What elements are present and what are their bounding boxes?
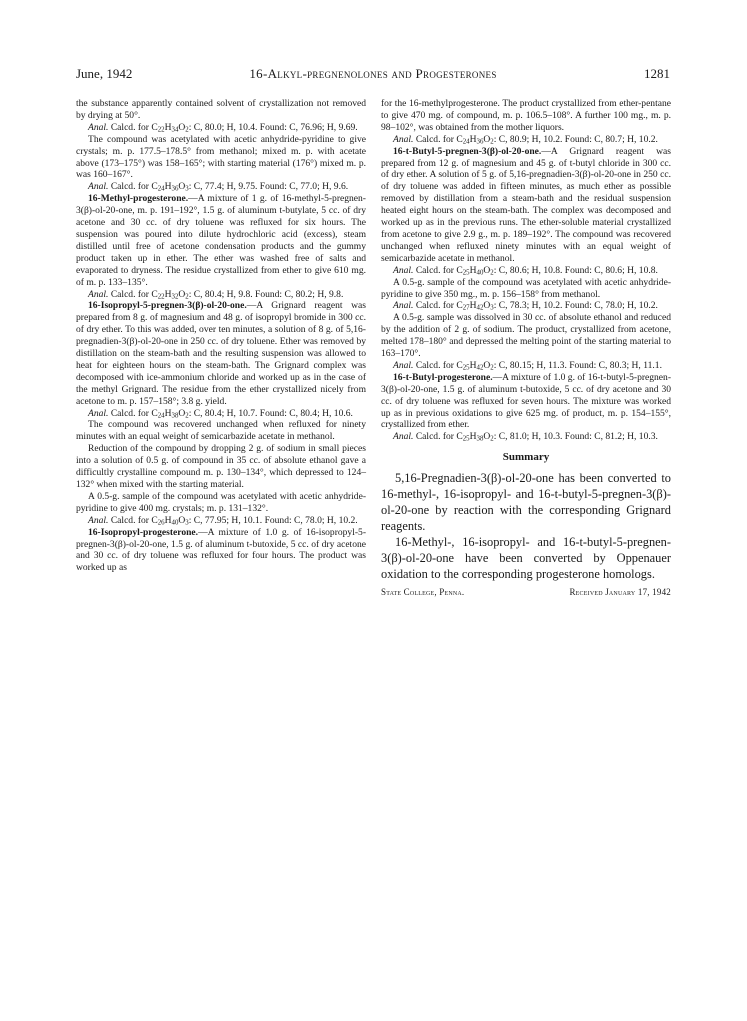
analysis-line [381,431,671,443]
summary-paragraph: 5,16-Pregnadien-3(β)-ol-20-one has been converted to 16-methyl-, 16-isopropyl- and 16-t-butyl-5-pregnen-3(β)-ol-20-one by reaction with the corresponding Grignard reagents. [381,471,671,534]
section-heading: 16-Methyl-progesterone. [88,193,189,205]
analysis-line [381,300,671,312]
summary-paragraph: 16-Methyl-, 16-isopropyl- and 16-t-butyl-5-pregnen-3(β)-ol-20-one have been converted by Oppenauer oxidation to the corresponding progesterone homologs. [381,535,671,582]
section-heading: 16-t-Butyl-5-pregnen-3(β)-ol-20-one. [393,145,542,157]
section-paragraph [76,527,366,575]
sig-place: State College, Penna. [381,587,465,598]
anal-text: Calcd. for $C_{26}H_{40}O_3$: C, 77.95; H, 10.1. Found: C, 78.0; H, 10.2. [110,514,358,527]
anal-label: Anal. [88,407,109,419]
anal-text: Calcd. for $C_{24}H_{38}O_2$: C, 80.4; H, 10.7. Found: C, 80.4; H, 10.6. [110,407,353,420]
section-text: —A Grignard reagent was prepared from 8 g. of magnesium and 48 g. of isopropyl bromide in 300 cc. of dry ether. To this was added, over ten minutes, a solution of 8 g. of 5,16-pregnadien-3(β)-ol-20-one in 250 cc. of dry toluene. Ether was removed by distillation on the steam-bath and the resulting suspension was allowed to heat for eighteen hours on the steam-bath. The Grignard complex was decomposed with ice-ammonium chloride and worked up as in the case of the methyl Grignard. The residue from the ether crystallized nicely from acetone to m. p. 157–158°; 3.8 g. yield. [76,300,366,407]
anal-label: Anal. [393,359,414,371]
paragraph: Reduction of the compound by dropping 2 g. of sodium in small pieces into a solution of 0.5 g. of compound in 35 cc. of absolute ethanol gave a difficultly crystalline compound m. p. 130–134°, which depressed to 124–132° when mixed with the starting material. [76,443,366,490]
analysis-line [76,408,366,420]
section-text: —A mixture of 1 g. of 16-methyl-5-pregnen-3(β)-ol-20-one, m. p. 191–192°, 1.5 g. of aluminum t-butylate, 5 cc. of dry acetone and 30 cc. of dry toluene was refluxed for six hours. The suspension was poured into dilute hydrochloric acid (excess), steam distilled until free of acetone condensation products and the gummy product taken up in ether. The ether was washed free of salts and evaporated to dryness. The residue crystallized from ether to give 610 mg. of m. p. 133–135°. [76,193,366,288]
anal-label: Anal. [88,181,109,193]
page-number: 1281 [644,66,670,81]
anal-label: Anal. [393,431,414,443]
right-column [381,98,671,599]
section-heading: 16-Isopropyl-progesterone. [88,526,199,538]
anal-text: Calcd. for $C_{27}H_{42}O_3$: C, 78.3; H, 10.2. Found: C, 78.0; H, 10.2. [415,300,658,313]
paragraph: A 0.5-g. sample of the compound was acetylated with acetic anhydride-pyridine to give 350 mg., m. p. 156–158° from methanol. [381,276,671,300]
anal-label: Anal. [88,514,109,526]
header-date: June, 1942 [76,66,133,81]
section-heading: 16-t-Butyl-progesterone. [393,371,493,383]
anal-label: Anal. [393,300,414,312]
paragraph: the substance apparently contained solvent of crystallization not removed by drying at 50°. [76,98,366,121]
paragraph: A 0.5-g. sample was dissolved in 30 cc. of absolute ethanol and reduced by the addition of 2 g. of sodium. The product, crystallized from acetone, melted 178–180° and depressed the melting point of the starting material to 163–170°. [381,312,671,360]
section-text: —A mixture of 1.0 g. of 16-isopropyl-5-pregnen-3(β)-ol-20-one, 1.5 g. of aluminum t-butoxide, 5 cc. of dry acetone and 30 cc. of dry toluene was refluxed for four hours. The product was worked up as [76,526,366,574]
header-title: 16-Alkyl-pregnenolones and Progesterones [249,66,497,81]
anal-text: Calcd. for $C_{25}H_{38}O_2$: C, 81.0; H, 10.3. Found: C, 81.2; H, 10.3. [415,431,658,444]
section-text: —A Grignard reagent was prepared from 12 g. of magnesium and 45 g. of t-butyl chloride in 300 cc. of dry ether. A solution of 5 g. of 5,16-pregnadien-3(β)-ol-20-one in 250 cc. of dry toluene was added in fifteen minutes, as much ether as possible removed by distillation from a steam-bath and the residual suspension heated eight hours on the steam-bath. The complex was decomposed and worked up as in the previous runs. The ether-soluble material crystallized from acetone to give 2.9 g., m. p. 189–192°. The compound was recovered unchanged when refluxed ninety minutes with an equal weight of semicarbazide acetate in methanol. [381,145,671,264]
anal-label: Anal. [393,264,414,276]
paragraph: A 0.5-g. sample of the compound was acetylated with acetic anhydride-pyridine to give 400 mg. crystals; m. p. 131–132°. [76,490,366,514]
analysis-line [76,515,366,527]
anal-text: Calcd. for $C_{22}H_{32}O_2$: C, 80.4; H, 9.8. Found: C, 80.2; H, 9.8. [110,288,344,301]
anal-label: Anal. [88,121,109,133]
analysis-line [381,134,671,146]
section-paragraph [76,193,366,288]
analysis-line [76,289,366,301]
paragraph: The compound was acetylated with acetic anhydride-pyridine to give crystals; m. p. 177.5–178.5° from methanol; mixed m. p. with acetate above (173–175°) was 158–165°; with starting material (176°) mixed m. p. was 160–167°. [76,133,366,181]
anal-label: Anal. [393,133,414,145]
section-paragraph [381,146,671,265]
anal-text: Calcd. for $C_{25}H_{40}O_2$: C, 80.6; H, 10.8. Found: C, 80.6; H, 10.8. [415,264,658,277]
anal-text: Calcd. for $C_{24}H_{36}O_3$: C, 77.4; H, 9.75. Found: C, 77.0; H, 9.6. [110,181,349,194]
sig-received: Received January 17, 1942 [569,587,671,598]
analysis-line [76,122,366,134]
anal-text: Calcd. for $C_{24}H_{36}O_2$: C, 80.9; H, 10.2. Found: C, 80.7; H, 10.2. [415,133,658,146]
section-paragraph [76,300,366,407]
paragraph: The compound was recovered unchanged when refluxed for ninety minutes with an equal weight of semicarbazide acetate in methanol. [76,419,366,443]
left-column [76,98,366,574]
anal-text: Calcd. for $C_{25}H_{42}O_2$: C, 80.15; H, 11.3. Found: C, 80.3; H, 11.1. [415,359,662,372]
section-text: —A mixture of 1.0 g. of 16-t-butyl-5-pregnen-3(β)-ol-20-one, 1.5 g. of aluminum t-butoxide, 5 cc. of dry acetone and 30 cc. of dry toluene was refluxed for seven hours. The mixture was worked up as in previous oxidations to give 625 mg. of product, m. p. 154–155°, crystallized from ether. [381,371,671,431]
running-header [76,66,670,82]
analysis-line [76,181,366,193]
section-paragraph [381,372,671,432]
summary-body [381,470,671,582]
signature-line [381,587,671,599]
anal-label: Anal. [88,288,109,300]
summary-title: Summary [502,451,550,464]
paragraph: for the 16-methylprogesterone. The product crystallized from ether-pentane to give 470 mg. of compound, m. p. 106.5–108°. A further 100 mg., m. p. 98–102°, was obtained from the mother liquors. [381,98,671,133]
section-heading: 16-Isopropyl-5-pregnen-3(β)-ol-20-one. [88,300,247,312]
analysis-line [381,265,671,277]
anal-text: Calcd. for $C_{22}H_{34}O_2$: C, 80.0; H, 10.4. Found: C, 76.96; H, 9.69. [110,121,358,134]
analysis-line [381,360,671,372]
